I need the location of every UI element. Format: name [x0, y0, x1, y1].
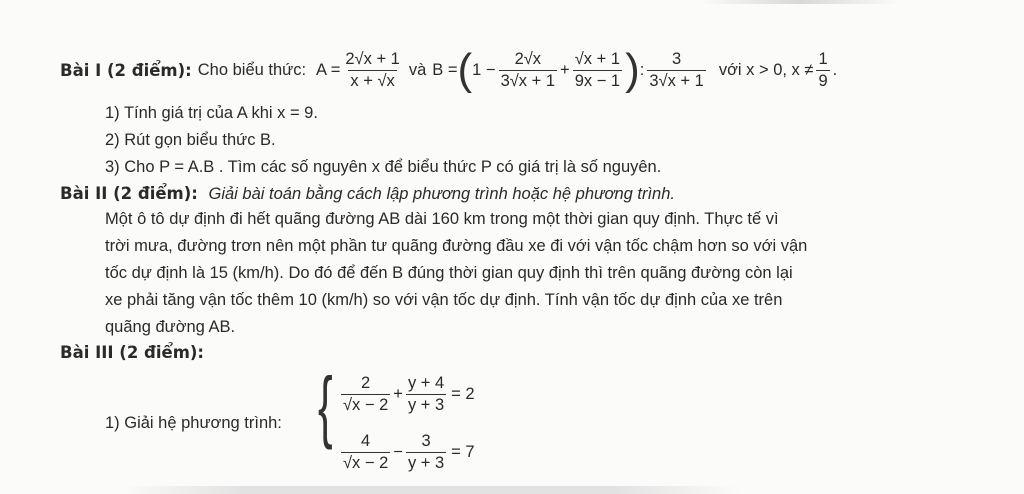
- bai2-line-4: xe phải tăng vận tốc thêm 10 (km/h) so với vận tốc dự định. Tính vận tốc dự định của xe trên: [105, 291, 783, 309]
- eq2-operator: −: [393, 442, 403, 461]
- condition-text: với x > 0, x ≠: [718, 60, 814, 79]
- equation-1: [338, 374, 475, 415]
- divide-sign: :: [639, 60, 645, 79]
- left-paren: (: [457, 45, 473, 94]
- b-fraction-1-num: 2√x: [514, 49, 542, 68]
- b-fraction-3-num: 3: [672, 49, 682, 68]
- period: .: [832, 60, 838, 79]
- eq2-rhs: = 7: [451, 442, 475, 461]
- eq2-fraction-1-num: 4: [361, 432, 371, 450]
- eq2-fraction-2-num: 3: [421, 432, 431, 450]
- b-fraction-2-num: √x + 1: [574, 49, 621, 68]
- scan-artifact-bottom: [120, 486, 740, 494]
- bai2-subtitle: Giải bài toán bằng cách lập phương trình hoặc hệ phương trình.: [208, 185, 675, 203]
- eq1-fraction-2-num: y + 4: [407, 374, 445, 392]
- bai1-intro: Cho biểu thức:: [197, 60, 307, 79]
- b-fraction-3: [647, 50, 705, 91]
- b-fraction-2: [573, 50, 622, 91]
- b-fraction-1: [499, 50, 557, 91]
- eq2-fraction-2-den: y + 3: [407, 453, 445, 472]
- bai3-question-1: 1) Giải hệ phương trình:: [105, 414, 282, 432]
- condition-num: 1: [818, 49, 828, 68]
- eq1-fraction-2: [406, 374, 446, 415]
- bai2-line-5: quãng đường AB.: [105, 318, 236, 336]
- bai1-question-2: 2) Rút gọn biểu thức B.: [105, 131, 276, 149]
- bai1-question-1: 1) Tính giá trị của A khi x = 9.: [105, 104, 318, 122]
- condition-den: 9: [818, 71, 828, 90]
- bai2-heading: Bài II (2 điểm):: [60, 184, 198, 203]
- eq1-fraction-1-den: √x − 2: [343, 395, 389, 414]
- condition-fraction: [816, 50, 829, 91]
- b-label: B =: [432, 60, 458, 79]
- bai2-paragraph: [105, 206, 975, 341]
- equation-2: [338, 432, 475, 473]
- bai2-title-line: [60, 184, 675, 204]
- eq2-fraction-1: [341, 432, 390, 473]
- bai2-line-1: Một ô tô dự định đi hết quãng đường AB dài 160 km trong một thời gian quy định. Thực tế vì: [105, 210, 779, 228]
- system-brace: {: [318, 361, 333, 450]
- and-word: và: [408, 60, 427, 79]
- a-numerator: 2√x + 1: [345, 49, 400, 68]
- bai1-heading: Bài I (2 điểm):: [60, 60, 192, 80]
- eq1-fraction-1: [341, 374, 390, 415]
- b-fraction-3-den: 3√x + 1: [649, 71, 704, 90]
- a-label: A =: [316, 60, 341, 79]
- bai1-question-3: 3) Cho P = A.B . Tìm các số nguyên x để biểu thức P có giá trị là số nguyên.: [105, 158, 662, 176]
- plus-sign: +: [560, 60, 570, 79]
- a-denominator: x + √x: [350, 71, 395, 90]
- eq2-fraction-2: [406, 432, 446, 473]
- eq2-fraction-1-den: √x − 2: [343, 453, 389, 472]
- eq1-fraction-1-num: 2: [361, 374, 371, 392]
- b-fraction-2-den: 9x − 1: [574, 71, 621, 90]
- b-fraction-1-den: 3√x + 1: [500, 71, 556, 90]
- eq1-operator: +: [393, 384, 403, 403]
- bai2-line-2: trời mưa, đường trơn nên một phần tư quãng đường đầu xe đi với vận tốc chậm hơn so với vận: [105, 237, 808, 255]
- right-paren: ): [625, 45, 640, 94]
- eq1-rhs: = 2: [451, 384, 475, 403]
- a-fraction: [343, 50, 401, 91]
- b-one-minus: 1 −: [472, 60, 496, 79]
- eq1-fraction-2-den: y + 3: [407, 395, 445, 414]
- bai1-statement: [60, 40, 837, 100]
- scan-artifact-top: [700, 0, 900, 4]
- bai3-heading: Bài III (2 điểm):: [60, 343, 205, 362]
- bai2-line-3: tốc dự định là 15 (km/h). Do đó để đến B đúng thời gian quy định thì trên quãng đường còn lại: [105, 264, 793, 282]
